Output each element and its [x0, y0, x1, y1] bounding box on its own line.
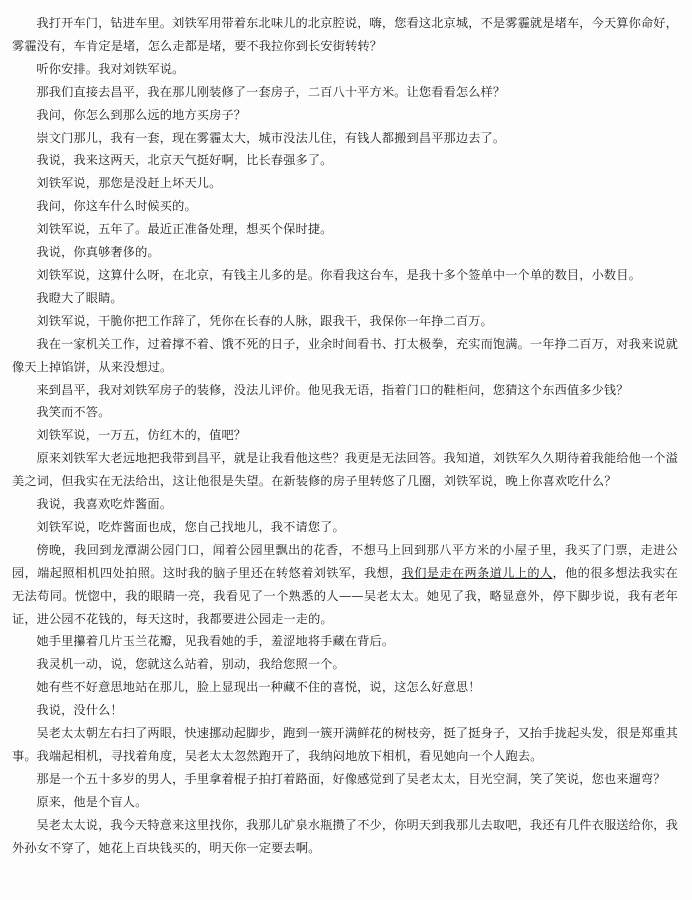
- paragraph-text: 刘铁军说，吃炸酱面也成，您自己找地儿，我不请您了。: [36, 519, 345, 534]
- paragraph-text: 我问，你这车什么时候买的。: [36, 199, 197, 214]
- paragraph-text: 我问，你怎么到那么远的地方买房子？: [36, 107, 247, 122]
- paragraph: [12, 493, 678, 516]
- paragraph-text: 刘铁军说，一万五，仿红木的，值吧？: [36, 428, 247, 443]
- paragraph-text: 崇文门那儿，我有一套，现在雾霾太大，城市没法儿住，有钱人都搬到昌平那边去了。: [36, 130, 506, 145]
- paragraph: [12, 172, 678, 195]
- paragraph: [12, 195, 678, 218]
- paragraph: [12, 127, 678, 150]
- paragraph: [12, 287, 678, 310]
- paragraph-text: 刘铁军说，那您是没赶上坏天儿。: [36, 176, 222, 191]
- paragraph-text: 我灵机一动，说，您就这么站着，别动，我给您照一个。: [36, 657, 345, 672]
- paragraph-text: 她手里攥着几片玉兰花瓣，见我看她的手，羞涩地将手藏在背后。: [36, 634, 395, 649]
- paragraph: [12, 516, 678, 539]
- paragraph-text: 原来，他是个盲人。: [36, 794, 148, 809]
- paragraph: [12, 424, 678, 447]
- paragraph-text: 傍晚，我回到龙潭湖公园门口，闻着公园里飘出的花香，不想马上回到那八平方米的小屋子里，我买了门票，走进公园，端起照相机四处拍照。这时我的脑子里还在转悠着刘铁军，我想，: [12, 542, 678, 580]
- paragraph: [12, 447, 678, 493]
- paragraph-text: 我说，你真够奢侈的。: [36, 245, 160, 260]
- paragraph: [12, 722, 678, 768]
- paragraph: [12, 58, 678, 81]
- paragraph: [12, 218, 678, 241]
- paragraph: [12, 768, 678, 791]
- paragraph: [12, 104, 678, 127]
- paragraph: [12, 310, 678, 333]
- paragraph-text: 刘铁军说，干脆你把工作辞了，凭你在长春的人脉，跟我干，我保你一年挣二百万。: [36, 313, 493, 328]
- paragraph-text: 刘铁军说，这算什么呀，在北京，有钱主儿多的是。你看我这台车，是我十多个签单中一个单的数目，小数目。: [36, 267, 641, 282]
- paragraph-text: 我在一家机关工作，过着撑不着、饿不死的日子，业余时间看书、打太极拳，充实而饱满。一年挣二百万，对我来说就像天上掉馅饼，从来没想过。: [12, 336, 678, 374]
- paragraph-text: ，他的很多想法我实在无法苟同。恍惚中，我的眼睛一亮，我看见了一个熟悉的人——吴老太太。她见了我，略显意外，停下脚步说，我有老年证，进公园不花钱的，每天这时，我都要进公园走一走的。: [12, 565, 678, 626]
- paragraph-text: 那我们直接去昌平，我在那儿刚装修了一套房子，二百八十平方米。让您看看怎么样？: [36, 84, 506, 99]
- paragraph-text: 我瞪大了眼睛。: [36, 290, 123, 305]
- paragraph: [12, 791, 678, 814]
- underlined-phrase: 我们是走在两条道儿上的人: [401, 565, 553, 580]
- paragraph-text: 我打开车门，钻进车里。刘铁军用带着东北味儿的北京腔说，嗨，您看这北京城，不是雾霾就是堵车，今天算你命好，雾霾没有，车肯定是堵，怎么走都是堵，要不我拉你到长安街转转？: [12, 16, 678, 53]
- paragraph-text: 听你安排。我对刘铁军说。: [36, 61, 185, 76]
- paragraph-text: 我说，我喜欢吃炸酱面。: [36, 497, 173, 512]
- paragraph: [12, 149, 678, 172]
- paragraph: [12, 379, 678, 402]
- paragraph: [12, 12, 678, 58]
- paragraph: [12, 241, 678, 264]
- paragraph: [12, 653, 678, 676]
- paragraph-text: 她有些不好意思地站在那儿，脸上显现出一种藏不住的喜悦，说，这怎么好意思！: [36, 680, 481, 695]
- paragraph-text: 我说，没什么！: [36, 703, 123, 718]
- paragraph: [12, 814, 678, 860]
- story-text: [12, 12, 678, 860]
- paragraph: [12, 401, 678, 424]
- paragraph: [12, 630, 678, 653]
- paragraph: [12, 539, 678, 631]
- paragraph: [12, 264, 678, 287]
- paragraph-text: 吴老太太说，我今天特意来这里找你，我那儿矿泉水瓶攒了不少，你明天到我那儿去取吧，我还有几件衣服送给你，我外孙女不穿了，她花上百块钱买的，明天你一定要去啊。: [12, 817, 678, 855]
- paragraph-text: 刘铁军说，五年了。最近正准备处理，想买个保时捷。: [36, 222, 333, 237]
- paragraph: [12, 333, 678, 379]
- paragraph: [12, 81, 678, 104]
- paragraph: [12, 699, 678, 722]
- paragraph-text: 我说，我来这两天，北京天气挺好啊，比长春强多了。: [36, 153, 333, 168]
- paragraph-text: 我笑而不答。: [36, 405, 111, 420]
- paragraph-text: 来到昌平，我对刘铁军房子的装修，没法儿评价。他见我无语，指着门口的鞋柜问，您猜这个东西值多少钱？: [36, 382, 629, 397]
- paragraph: [12, 676, 678, 699]
- paragraph-text: 原来刘铁军大老远地把我带到昌平，就是让我看他这些？我更是无法回答。我知道，刘铁军久久期待着我能给他一个溢美之词，但我实在无法给出，这让他很是失望。在新装修的房子里转悠了几圈，刘铁军说，晚上你喜欢吃什么？: [12, 451, 678, 489]
- paragraph-text: 那是一个五十多岁的男人，手里拿着棍子拍打着路面，好像感觉到了吴老太太，目光空洞，笑了笑说，您也来遛弯？: [36, 771, 666, 786]
- paragraph-text: 吴老太太朝左右扫了两眼，快速挪动起脚步，跑到一簇开满鲜花的树枝旁，挺了挺身子，又抬手拢起头发，很是郑重其事。我端起相机，寻找着角度，吴老太太忽然跑开了，我纳闷地放下相机，看见她向一个人跑去。: [12, 726, 678, 763]
